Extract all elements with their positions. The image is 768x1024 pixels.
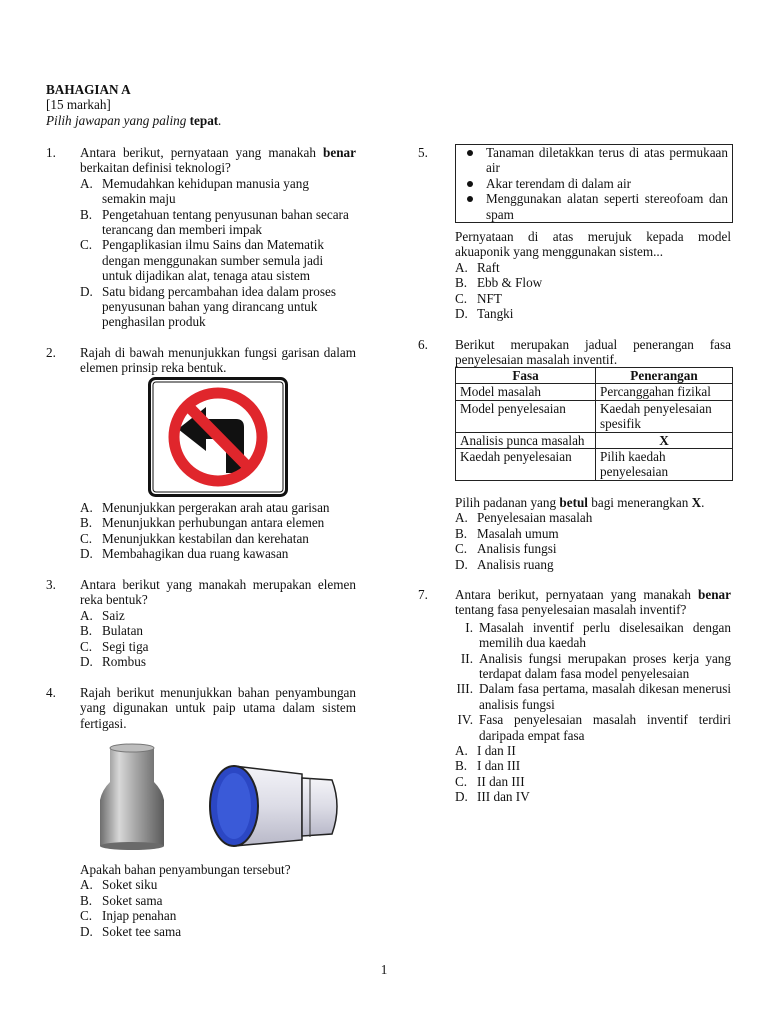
table-cell: Model penyelesaian: [456, 400, 596, 432]
question-emphasis: benar: [698, 587, 731, 602]
option-letter: D.: [455, 556, 468, 572]
option-letter: C.: [455, 290, 468, 306]
answer-option: [80, 500, 370, 515]
answer-option: [80, 893, 356, 908]
instruction: [46, 113, 366, 128]
table-cell: Analisis punca masalah: [456, 432, 596, 448]
option-text: II dan III: [477, 773, 525, 789]
option-letter: C.: [80, 638, 93, 654]
phase-table: [455, 367, 733, 481]
option-text: III dan IV: [477, 789, 530, 805]
option-letter: D.: [80, 283, 93, 299]
statement-text: Masalah inventif perlu diselesaikan dengan memilih dua kaedah: [479, 619, 731, 651]
question-7: [455, 587, 731, 805]
option-letter: B.: [455, 525, 468, 541]
option-text: Pengetahuan tentang penyusunan bahan secara terancang dan memberi impak: [102, 206, 349, 238]
option-letter: B.: [80, 623, 93, 639]
option-text: Menunjukkan kestabilan dan kerehatan: [102, 530, 309, 546]
answer-option: [80, 877, 356, 892]
prompt-variable: X: [691, 495, 702, 510]
answer-option: [80, 546, 370, 561]
option-text: Injap penahan: [102, 908, 177, 924]
answer-option: [455, 275, 731, 290]
table-header: Fasa: [456, 368, 596, 384]
roman-numeral: III.: [456, 681, 473, 697]
option-list: [455, 260, 731, 322]
no-left-turn-sign-image: [148, 377, 288, 497]
table-header-row: [456, 368, 733, 384]
option-text: Segi tiga: [102, 638, 149, 654]
answer-option: [80, 531, 370, 546]
question-text: Apakah bahan penyambungan tersebut?: [80, 862, 291, 877]
section-header: [46, 82, 366, 128]
answer-option: [455, 291, 731, 306]
answer-option: [80, 515, 370, 530]
table-cell: Percanggahan fizikal: [596, 384, 733, 400]
prompt-text: .: [701, 495, 705, 510]
answer-option: [80, 639, 356, 654]
table-body: [456, 384, 733, 480]
option-text: NFT: [477, 290, 502, 306]
question-text: Antara berikut yang manakah merupakan elemen reka bentuk?: [80, 577, 356, 608]
question-number: 1.: [46, 145, 56, 160]
answer-option: [80, 176, 356, 207]
answer-option: [80, 608, 356, 623]
question-text: [80, 145, 356, 176]
question-text-part: tentang fasa penyelesaian masalah inventif?: [455, 602, 687, 618]
answer-option: [80, 284, 356, 330]
section-title: BAHAGIAN A: [46, 82, 131, 97]
option-letter: D.: [80, 923, 93, 939]
question-number: 3.: [46, 577, 56, 592]
bullet-item: Menggunakan alatan seperti stereofoam dan spam: [456, 191, 732, 222]
option-letter: A.: [455, 743, 468, 759]
statement-box: [455, 144, 733, 223]
answer-option: [80, 654, 356, 669]
answer-option: [80, 623, 356, 638]
option-text: Memudahkan kehidupan manusia yang semakin maju: [102, 175, 309, 207]
table-row: [456, 384, 733, 400]
option-text: Menunjukkan pergerakan arah atau garisan: [102, 500, 330, 515]
prompt-text: Pilih padanan yang: [455, 495, 560, 510]
question-text-part: Antara berikut, pernyataan yang manakah: [455, 587, 699, 602]
instruction-text: Pilih jawapan yang paling: [46, 112, 190, 128]
question-text: [455, 587, 731, 618]
option-text: I dan III: [477, 758, 521, 774]
option-letter: C.: [80, 908, 93, 924]
option-letter: A.: [80, 500, 93, 515]
option-letter: B.: [80, 206, 93, 222]
option-text: Satu bidang percambahan idea dalam proses penyusunan bahan yang dirancang untuk penghasilan produk: [102, 283, 336, 330]
table-cell: Model masalah: [456, 384, 596, 400]
question-2: [80, 345, 356, 376]
option-letter: A.: [80, 607, 93, 623]
marks-label: [15 markah]: [46, 97, 111, 113]
question-text-part: Antara berikut, pernyataan yang manakah: [80, 145, 324, 160]
question-emphasis: benar: [323, 145, 356, 160]
prompt-text: bagi menerangkan: [587, 495, 692, 510]
pvc-socket-image: [204, 760, 344, 852]
option-list: [80, 500, 370, 562]
table-row: [456, 432, 733, 448]
question-number: 7.: [418, 587, 428, 602]
option-letter: A.: [80, 175, 93, 191]
question-number: 6.: [418, 337, 428, 352]
roman-numeral: I.: [465, 619, 473, 635]
option-letter: D.: [455, 306, 468, 322]
option-letter: B.: [455, 758, 468, 774]
table-cell: X: [596, 432, 733, 448]
question-text: Pernyataan di atas merujuk kepada model akuaponik yang menggunakan sistem...: [455, 229, 731, 260]
option-letter: D.: [455, 789, 468, 805]
bullet-list: [456, 145, 732, 222]
option-letter: C.: [80, 237, 93, 253]
option-letter: B.: [80, 892, 93, 908]
option-letter: D.: [80, 546, 93, 562]
answer-option: [455, 758, 731, 773]
question-text: [455, 495, 745, 510]
bullet-item: Tanaman diletakkan terus di atas permukaan air: [456, 145, 732, 176]
statement-item: [455, 620, 731, 651]
question-number: 2.: [46, 345, 56, 360]
answer-option: [455, 557, 745, 572]
answer-option: [455, 526, 745, 541]
table-cell: Pilih kaedah penyelesaian: [596, 449, 733, 481]
phase-table-container: [455, 367, 733, 481]
option-letter: C.: [80, 530, 93, 546]
option-letter: C.: [455, 773, 468, 789]
answer-option: [455, 260, 731, 275]
question-text: Rajah berikut menunjukkan bahan penyambungan yang digunakan untuk paip utama dalam sistem fertigasi.: [80, 685, 356, 731]
answer-option: [455, 510, 745, 525]
statement-item: [455, 712, 731, 743]
bullet-item: Akar terendam di dalam air: [456, 176, 732, 191]
option-text: I dan II: [477, 743, 516, 759]
statement-item: [455, 681, 731, 712]
table-header: Penerangan: [596, 368, 733, 384]
question-4-prompt: [80, 862, 356, 939]
statement-list: [455, 620, 731, 743]
question-3: [80, 577, 356, 669]
table-cell: Kaedah penyelesaian spesifik: [596, 400, 733, 432]
answer-option: [455, 789, 731, 804]
option-list: [455, 743, 731, 805]
question-4: [80, 685, 356, 731]
answer-option: [455, 541, 745, 556]
option-text: Soket tee sama: [102, 923, 182, 939]
statement-text: Dalam fasa pertama, masalah dikesan menerusi analisis fungsi: [479, 681, 731, 712]
option-text: Masalah umum: [477, 525, 559, 541]
option-text: Bulatan: [102, 623, 144, 639]
option-list: [80, 877, 356, 939]
instruction-emphasis: tepat: [189, 112, 219, 128]
option-text: Saiz: [102, 607, 125, 623]
page-number: 1: [380, 962, 388, 977]
option-list: [80, 176, 356, 330]
option-list: [80, 608, 356, 670]
table-row: [456, 400, 733, 432]
question-text: Rajah di bawah menunjukkan fungsi garisan dalam elemen prinsip reka bentuk.: [80, 345, 356, 376]
answer-option: [455, 774, 731, 789]
question-6: [455, 337, 731, 368]
answer-option: [80, 908, 356, 923]
option-letter: B.: [80, 515, 93, 531]
option-text: Soket sama: [102, 892, 163, 908]
question-6-prompt: [455, 495, 745, 572]
roman-numeral: II.: [460, 650, 473, 666]
option-text: Soket siku: [102, 877, 158, 893]
option-text: Tangki: [477, 306, 514, 322]
answer-option: [80, 207, 356, 238]
option-letter: A.: [80, 877, 93, 893]
statement-text: Analisis fungsi merupakan proses kerja yang terdapat dalam fasa model penyelesaian: [479, 650, 731, 682]
option-text: Pengaplikasian ilmu Sains dan Matematik dengan menggunakan sumber semula jadi untuk dijadikan alat, tenaga atau sistem: [102, 237, 324, 284]
option-text: Menunjukkan perhubungan antara elemen: [102, 515, 325, 531]
option-text: Ebb & Flow: [477, 275, 543, 291]
question-2-options: [80, 500, 370, 562]
option-letter: B.: [455, 275, 468, 291]
question-text: Berikut merupakan jadual penerangan fasa penyelesaian masalah inventif.: [455, 337, 731, 368]
answer-option: [80, 237, 356, 283]
option-text: Penyelesaian masalah: [477, 510, 593, 526]
prompt-emphasis: betul: [559, 495, 588, 510]
roman-numeral: IV.: [457, 712, 473, 728]
option-text: Rombus: [102, 654, 146, 670]
answer-option: [455, 743, 731, 758]
option-letter: C.: [455, 541, 468, 557]
option-letter: A.: [455, 259, 468, 275]
option-letter: D.: [80, 654, 93, 670]
table-row: [456, 449, 733, 481]
question-5: [455, 229, 731, 321]
metal-socket-image: [96, 742, 168, 852]
instruction-end: .: [218, 112, 222, 128]
table-cell: Kaedah penyelesaian: [456, 449, 596, 481]
question-number: 4.: [46, 685, 56, 700]
option-letter: A.: [455, 510, 468, 526]
answer-option: [80, 924, 356, 939]
statement-item: [455, 651, 731, 682]
statement-text: Fasa penyelesaian masalah inventif terdiri daripada empat fasa: [479, 712, 731, 743]
answer-option: [455, 306, 731, 321]
option-text: Analisis ruang: [477, 556, 554, 572]
question-1: [80, 145, 356, 330]
option-text: Raft: [477, 259, 500, 275]
option-text: Analisis fungsi: [477, 541, 557, 557]
question-text-part: berkaitan definisi teknologi?: [80, 160, 231, 176]
option-text: Membahagikan dua ruang kawasan: [102, 546, 289, 562]
question-number: 5.: [418, 145, 428, 160]
option-list: [455, 510, 745, 572]
